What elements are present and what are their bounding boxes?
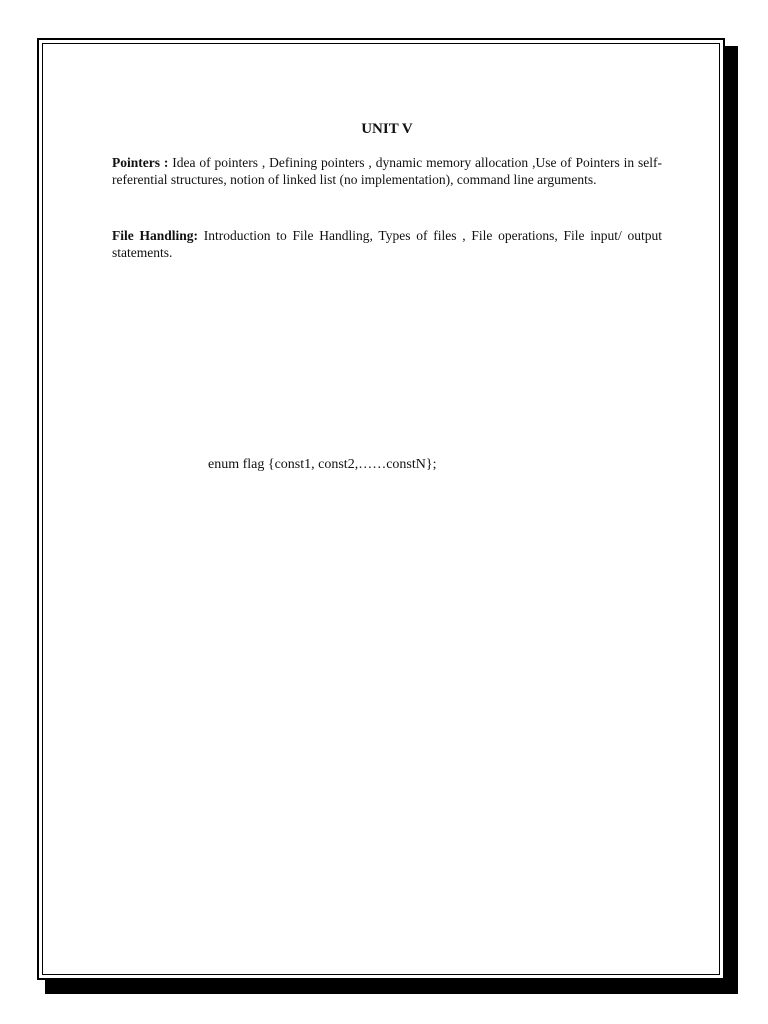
- enum-code-example: enum flag {const1, const2,……constN};: [208, 457, 437, 472]
- pointers-label: Pointers :: [112, 155, 169, 170]
- pointers-paragraph: [112, 154, 662, 188]
- file-handling-text: Introduction to File Handling, Types of files , File operations, File input/ output statements.: [112, 228, 663, 260]
- pointers-text: Idea of pointers , Defining pointers , dynamic memory allocation ,Use of Pointers in self-referential structures, notion of linked list (no implementation), command line arguments.: [112, 155, 662, 187]
- file-handling-paragraph: [112, 227, 662, 261]
- file-handling-label: File Handling:: [112, 228, 199, 243]
- unit-heading: UNIT V: [361, 121, 413, 137]
